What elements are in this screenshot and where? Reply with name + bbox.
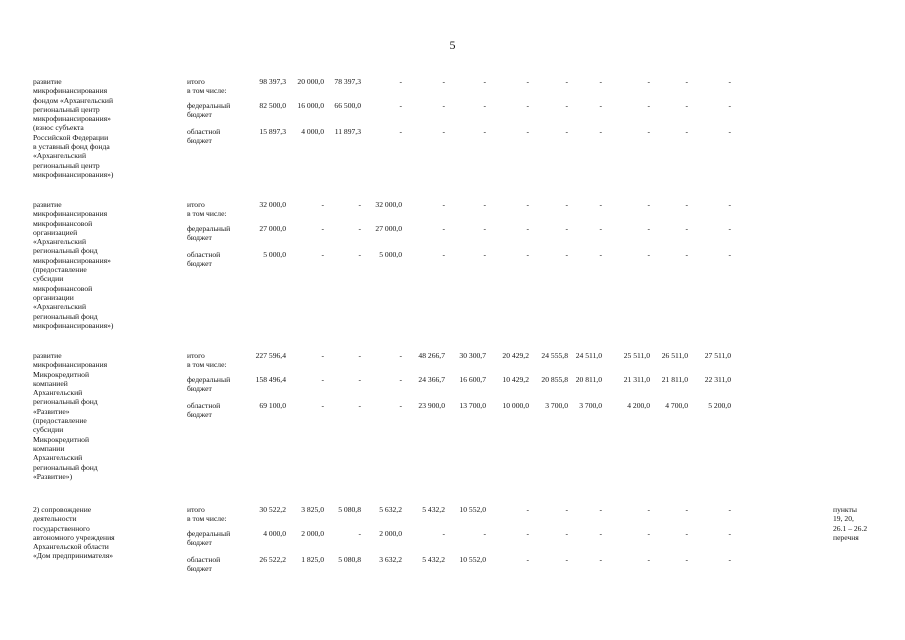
budget-value-cell: 20 855,8 bbox=[541, 375, 568, 384]
funding-source-label: итого в том числе: bbox=[187, 505, 227, 524]
budget-value-cell: 27 511,0 bbox=[704, 351, 731, 360]
budget-value-cell: 3 700,0 bbox=[545, 401, 568, 410]
budget-value-cell: - bbox=[685, 250, 688, 259]
budget-value-cell: 21 311,0 bbox=[623, 375, 650, 384]
budget-value-cell: - bbox=[685, 224, 688, 233]
budget-value-cell: 20 429,2 bbox=[502, 351, 529, 360]
budget-value-cell: 227 596,4 bbox=[255, 351, 286, 360]
budget-value-cell: - bbox=[565, 555, 568, 564]
budget-value-cell: - bbox=[483, 529, 486, 538]
budget-value-cell: 5 432,2 bbox=[422, 555, 445, 564]
budget-value-cell: - bbox=[565, 250, 568, 259]
budget-value-cell: - bbox=[526, 529, 529, 538]
budget-value-cell: 69 100,0 bbox=[259, 401, 286, 410]
item-description: развитие микрофинансирования микрофинансовой организацией «Архангельский региональный фонд микрофинансирования» (предоставление субсидии микрофинансовой организации «Архангельский региональный фонд микрофинансирования») bbox=[33, 200, 114, 330]
budget-value-cell: - bbox=[526, 77, 529, 86]
budget-value-cell: - bbox=[647, 529, 650, 538]
funding-source-label: областной бюджет bbox=[187, 127, 221, 146]
funding-source-label: областной бюджет bbox=[187, 250, 221, 269]
budget-value-cell: - bbox=[647, 505, 650, 514]
budget-value-cell: 32 000,0 bbox=[375, 200, 402, 209]
budget-value-cell: - bbox=[599, 101, 602, 110]
item-description: 2) сопровождение деятельности государственного автономного учреждения Архангельской области «Дом предпринимателя» bbox=[33, 505, 115, 561]
budget-value-cell: - bbox=[647, 250, 650, 259]
budget-value-cell: - bbox=[399, 351, 402, 360]
budget-value-cell: 24 511,0 bbox=[575, 351, 602, 360]
budget-value-cell: - bbox=[321, 401, 324, 410]
budget-value-cell: - bbox=[728, 200, 731, 209]
budget-value-cell: - bbox=[599, 555, 602, 564]
budget-value-cell: - bbox=[728, 250, 731, 259]
budget-value-cell: - bbox=[358, 200, 361, 209]
budget-value-cell: 5 000,0 bbox=[379, 250, 402, 259]
budget-value-cell: - bbox=[599, 200, 602, 209]
budget-value-cell: 11 897,3 bbox=[334, 127, 361, 136]
funding-source-label: итого в том числе: bbox=[187, 77, 227, 96]
budget-value-cell: - bbox=[728, 101, 731, 110]
budget-value-cell: - bbox=[483, 127, 486, 136]
budget-value-cell: 5 632,2 bbox=[379, 505, 402, 514]
budget-value-cell: - bbox=[526, 101, 529, 110]
funding-source-label: итого в том числе: bbox=[187, 200, 227, 219]
budget-value-cell: - bbox=[526, 555, 529, 564]
budget-value-cell: 21 811,0 bbox=[661, 375, 688, 384]
budget-value-cell: - bbox=[442, 529, 445, 538]
budget-value-cell: - bbox=[358, 401, 361, 410]
budget-value-cell: 66 500,0 bbox=[334, 101, 361, 110]
budget-value-cell: - bbox=[526, 250, 529, 259]
budget-value-cell: - bbox=[565, 127, 568, 136]
budget-value-cell: - bbox=[565, 77, 568, 86]
budget-value-cell: - bbox=[442, 200, 445, 209]
budget-value-cell: - bbox=[728, 77, 731, 86]
funding-source-label: итого в том числе: bbox=[187, 351, 227, 370]
budget-value-cell: - bbox=[399, 401, 402, 410]
budget-value-cell: 48 266,7 bbox=[418, 351, 445, 360]
budget-value-cell: 26 522,2 bbox=[259, 555, 286, 564]
budget-value-cell: 20 000,0 bbox=[297, 77, 324, 86]
budget-value-cell: 5 200,0 bbox=[708, 401, 731, 410]
budget-value-cell: 4 000,0 bbox=[263, 529, 286, 538]
budget-value-cell: - bbox=[599, 77, 602, 86]
budget-value-cell: - bbox=[647, 555, 650, 564]
budget-value-cell: 27 000,0 bbox=[375, 224, 402, 233]
budget-value-cell: - bbox=[442, 250, 445, 259]
budget-value-cell: 20 811,0 bbox=[575, 375, 602, 384]
budget-value-cell: - bbox=[685, 101, 688, 110]
budget-value-cell: - bbox=[685, 505, 688, 514]
budget-value-cell: - bbox=[483, 200, 486, 209]
funding-source-label: областной бюджет bbox=[187, 555, 221, 574]
funding-source-label: федеральный бюджет bbox=[187, 529, 231, 548]
budget-value-cell: - bbox=[565, 505, 568, 514]
budget-value-cell: - bbox=[599, 505, 602, 514]
budget-value-cell: 10 429,2 bbox=[502, 375, 529, 384]
budget-value-cell: - bbox=[358, 250, 361, 259]
budget-value-cell: 5 000,0 bbox=[263, 250, 286, 259]
budget-value-cell: 10 552,0 bbox=[459, 505, 486, 514]
budget-value-cell: - bbox=[399, 101, 402, 110]
budget-value-cell: - bbox=[647, 101, 650, 110]
funding-source-label: федеральный бюджет bbox=[187, 375, 231, 394]
budget-value-cell: - bbox=[647, 224, 650, 233]
budget-value-cell: 30 522,2 bbox=[259, 505, 286, 514]
budget-value-cell: 82 500,0 bbox=[259, 101, 286, 110]
budget-value-cell: - bbox=[565, 224, 568, 233]
budget-value-cell: 16 600,7 bbox=[459, 375, 486, 384]
budget-value-cell: 5 080,8 bbox=[338, 555, 361, 564]
budget-value-cell: 1 825,0 bbox=[301, 555, 324, 564]
budget-value-cell: 15 897,3 bbox=[259, 127, 286, 136]
budget-value-cell: - bbox=[565, 529, 568, 538]
budget-value-cell: 158 496,4 bbox=[255, 375, 286, 384]
budget-value-cell: - bbox=[358, 351, 361, 360]
budget-value-cell: - bbox=[358, 375, 361, 384]
budget-value-cell: - bbox=[526, 127, 529, 136]
budget-value-cell: 30 300,7 bbox=[459, 351, 486, 360]
page-number: 5 bbox=[449, 38, 456, 52]
budget-value-cell: - bbox=[442, 77, 445, 86]
budget-value-cell: - bbox=[526, 200, 529, 209]
budget-value-cell: - bbox=[728, 505, 731, 514]
budget-value-cell: - bbox=[599, 250, 602, 259]
budget-value-cell: - bbox=[399, 127, 402, 136]
item-description: развитие микрофинансирования фондом «Архангельский региональный центр микрофинансирования» (взнос субъекта Российской Федерации в уставный фонд фонда «Архангельский региональный центр микрофинансирования») bbox=[33, 77, 114, 179]
funding-source-label: областной бюджет bbox=[187, 401, 221, 420]
budget-value-cell: - bbox=[483, 101, 486, 110]
budget-value-cell: - bbox=[599, 529, 602, 538]
budget-value-cell: 25 511,0 bbox=[623, 351, 650, 360]
budget-value-cell: - bbox=[647, 77, 650, 86]
budget-value-cell: - bbox=[685, 200, 688, 209]
budget-value-cell: 98 397,3 bbox=[259, 77, 286, 86]
item-description: развитие микрофинансирования Микрокредитной компанией Архангельский региональный фонд «Развитие» (предоставление субсидии Микрокредитной компании Архангельский региональный фонд «Развитие») bbox=[33, 351, 108, 481]
budget-value-cell: 3 825,0 bbox=[301, 505, 324, 514]
budget-value-cell: - bbox=[685, 529, 688, 538]
budget-value-cell: 3 632,2 bbox=[379, 555, 402, 564]
budget-value-cell: - bbox=[565, 101, 568, 110]
budget-value-cell: 2 000,0 bbox=[379, 529, 402, 538]
budget-value-cell: 23 900,0 bbox=[418, 401, 445, 410]
budget-value-cell: - bbox=[358, 529, 361, 538]
budget-value-cell: 3 700,0 bbox=[579, 401, 602, 410]
budget-value-cell: - bbox=[358, 224, 361, 233]
budget-value-cell: - bbox=[526, 505, 529, 514]
funding-source-label: федеральный бюджет bbox=[187, 101, 231, 120]
budget-value-cell: 10 000,0 bbox=[502, 401, 529, 410]
budget-value-cell: - bbox=[442, 101, 445, 110]
budget-value-cell: - bbox=[728, 127, 731, 136]
budget-value-cell: - bbox=[321, 200, 324, 209]
budget-value-cell: - bbox=[321, 375, 324, 384]
budget-value-cell: 16 000,0 bbox=[297, 101, 324, 110]
budget-value-cell: 2 000,0 bbox=[301, 529, 324, 538]
budget-value-cell: 13 700,0 bbox=[459, 401, 486, 410]
budget-value-cell: - bbox=[442, 224, 445, 233]
budget-value-cell: 5 432,2 bbox=[422, 505, 445, 514]
budget-value-cell: 24 555,8 bbox=[541, 351, 568, 360]
budget-value-cell: - bbox=[728, 529, 731, 538]
budget-value-cell: - bbox=[321, 224, 324, 233]
budget-value-cell: 26 511,0 bbox=[661, 351, 688, 360]
budget-value-cell: - bbox=[599, 224, 602, 233]
funding-source-label: федеральный бюджет bbox=[187, 224, 231, 243]
budget-value-cell: - bbox=[399, 375, 402, 384]
budget-value-cell: - bbox=[728, 555, 731, 564]
budget-value-cell: 4 200,0 bbox=[627, 401, 650, 410]
budget-value-cell: - bbox=[321, 250, 324, 259]
budget-value-cell: 27 000,0 bbox=[259, 224, 286, 233]
budget-value-cell: - bbox=[599, 127, 602, 136]
budget-value-cell: - bbox=[647, 127, 650, 136]
budget-value-cell: 24 366,7 bbox=[418, 375, 445, 384]
budget-value-cell: - bbox=[483, 77, 486, 86]
budget-value-cell: 22 311,0 bbox=[704, 375, 731, 384]
budget-value-cell: 32 000,0 bbox=[259, 200, 286, 209]
budget-value-cell: - bbox=[565, 200, 568, 209]
budget-value-cell: - bbox=[647, 200, 650, 209]
budget-value-cell: - bbox=[321, 351, 324, 360]
budget-value-cell: - bbox=[685, 127, 688, 136]
budget-value-cell: - bbox=[526, 224, 529, 233]
budget-value-cell: - bbox=[728, 224, 731, 233]
budget-value-cell: - bbox=[399, 77, 402, 86]
budget-value-cell: - bbox=[483, 224, 486, 233]
item-note: пункты 19, 20, 26.1 – 26.2 перечня bbox=[833, 505, 868, 542]
budget-value-cell: 78 397,3 bbox=[334, 77, 361, 86]
budget-value-cell: - bbox=[685, 555, 688, 564]
budget-value-cell: 4 700,0 bbox=[665, 401, 688, 410]
budget-value-cell: 4 000,0 bbox=[301, 127, 324, 136]
budget-value-cell: 5 080,8 bbox=[338, 505, 361, 514]
budget-value-cell: 10 552,0 bbox=[459, 555, 486, 564]
budget-value-cell: - bbox=[685, 77, 688, 86]
budget-value-cell: - bbox=[483, 250, 486, 259]
budget-value-cell: - bbox=[442, 127, 445, 136]
